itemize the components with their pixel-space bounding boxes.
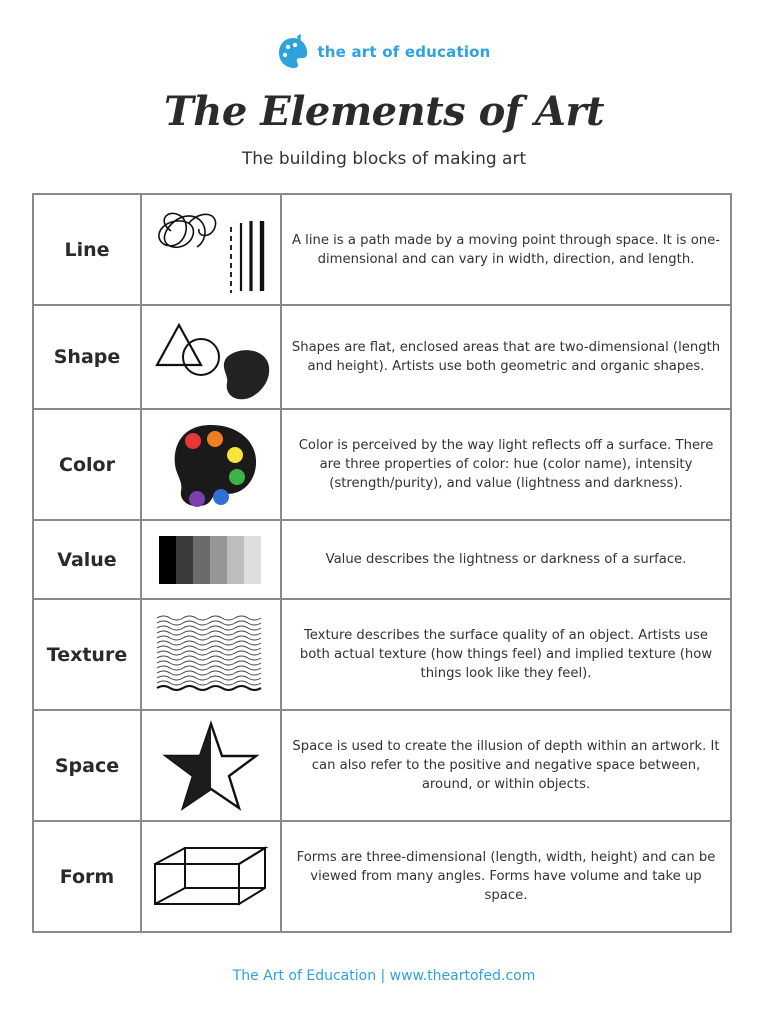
wavy-line (157, 676, 261, 680)
line-scribble-icon (149, 201, 273, 299)
yellow-paint-dot (227, 447, 243, 463)
page-subtitle: The building blocks of making art (241, 149, 527, 169)
element-name: Value (33, 520, 141, 599)
value-swatch (159, 536, 176, 584)
table-row (33, 305, 731, 409)
star-icon (149, 718, 273, 814)
element-description: Texture describes the surface quality of an object. Artists use both actual texture (how things feel) and implied texture (how things look like they feel). (281, 599, 731, 710)
element-name: Texture (33, 599, 141, 710)
value-swatch (227, 536, 244, 584)
table-row (33, 821, 731, 932)
table-row (33, 710, 731, 821)
logo-text: the art of education (317, 43, 491, 61)
value-scale-icon (149, 532, 273, 588)
wavy-line (157, 626, 261, 630)
logo (0, 34, 768, 70)
palette-logo-icon (277, 34, 309, 70)
wavy-line (157, 621, 261, 625)
element-description: A line is a path made by a moving point through space. It is one-dimensional and can vary in width, direction, and length. (281, 194, 731, 305)
element-name: Form (33, 821, 141, 932)
wavy-line (157, 616, 261, 620)
value-swatch (210, 536, 227, 584)
table-row (33, 409, 731, 520)
wavy-line (157, 686, 261, 690)
palette-icon (149, 415, 273, 515)
blue-paint-dot (213, 489, 229, 505)
element-name: Line (33, 194, 141, 305)
footer-text: The Art of Education | www.theartofed.com (232, 968, 536, 984)
wavy-line (157, 681, 261, 685)
wavy-lines-icon (149, 610, 273, 700)
red-paint-dot (185, 433, 201, 449)
table-row (33, 520, 731, 599)
green-paint-dot (229, 469, 245, 485)
element-name: Shape (33, 305, 141, 409)
wavy-line (157, 636, 261, 640)
table-row (33, 194, 731, 305)
element-description: Color is perceived by the way light reflects off a surface. There are three properties of color: hue (color name), intensity (strength/purity), and value (lightness and darkness). (281, 409, 731, 520)
wavy-line (157, 671, 261, 675)
element-name: Space (33, 710, 141, 821)
wavy-line (157, 651, 261, 655)
page-title: The Elements of Art (163, 88, 605, 135)
wavy-line (157, 646, 261, 650)
wavy-line (157, 666, 261, 670)
element-description: Space is used to create the illusion of depth within an artwork. It can also refer to the positive and negative space between, around, or within objects. (281, 710, 731, 821)
element-name: Color (33, 409, 141, 520)
value-swatch (193, 536, 210, 584)
table-row (33, 599, 731, 710)
element-description: Forms are three-dimensional (length, width, height) and can be viewed from many angles. Forms have volume and take up space. (281, 821, 731, 932)
wavy-line (157, 656, 261, 660)
element-description: Shapes are flat, enclosed areas that are two-dimensional (length and height). Artists use both geometric and organic shapes. (281, 305, 731, 409)
shapes-icon (149, 311, 273, 403)
elements-table (32, 193, 732, 933)
wavy-line (157, 661, 261, 665)
value-swatch (244, 536, 261, 584)
element-description: Value describes the lightness or darkness of a surface. (281, 520, 731, 599)
value-swatch (176, 536, 193, 584)
wavy-line (157, 631, 261, 635)
purple-paint-dot (189, 491, 205, 507)
box-icon (149, 842, 273, 912)
wavy-line (157, 641, 261, 645)
orange-paint-dot (207, 431, 223, 447)
